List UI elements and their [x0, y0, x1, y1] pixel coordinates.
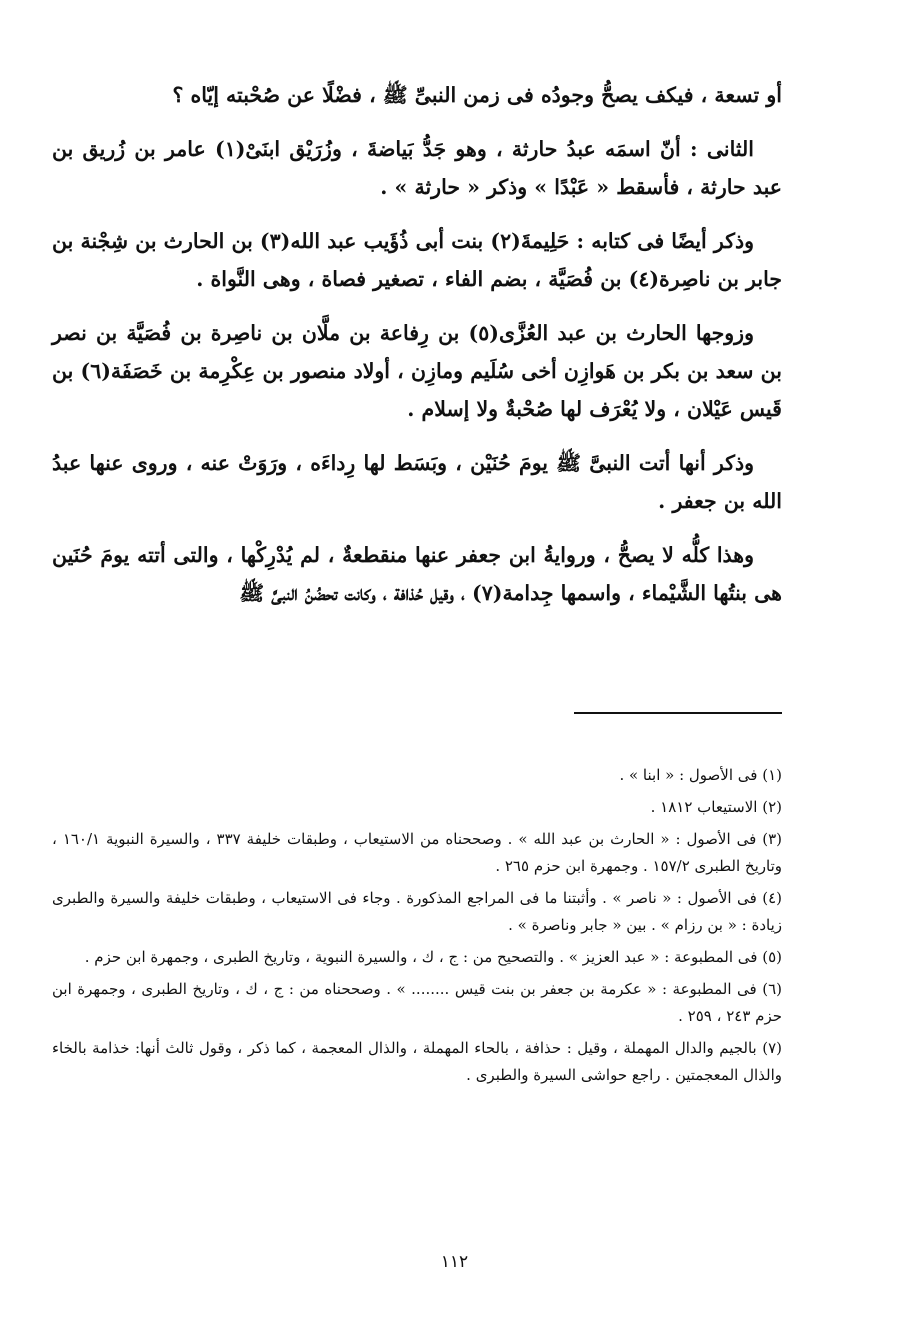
- footnotes: [52, 762, 782, 1094]
- paragraph-4: وزوجها الحارث بن عبد العُزَّى(٥) بن رِفاعة بن ملَّان بن ناصِرة بن فُصَيَّة بن نصر بن سعد بن بكر بن هَوازِن أخى سُلَيم ومازِن ، أولاد منصور بن عِكْرِمة بن خَصَفَة(٦) بن قَيس عَيْلان ، ولا يُعْرَف لها صُحْبةٌ ولا إسلام .: [52, 321, 782, 421]
- paragraph-6: وهذا كلُّه لا يصحُّ ، وروايةُ ابن جعفر عنها منقطعةٌ ، لم يُدْرِكْها ، والتى أتته يومَ حُنَين هى بنتُها الشَّيْماء ، واسمها جِدامة(٧) ، وقيل حُذافة ، وكانت تحضُنُ النبىَّ ﷺ: [52, 543, 782, 605]
- page-number: ١١٢: [440, 1252, 469, 1272]
- footnote-1: (١) فى الأصول : « ابنا » .: [619, 766, 782, 784]
- footnote-4: (٤) فى الأصول : « ناصر » . وأثبتنا ما فى المراجع المذكورة . وجاء فى الاستيعاب ، وطبقات خليفة والسيرة والطبرى زيادة : « بن رزام » . بين « جابر وناصرة » .: [52, 889, 782, 934]
- main-text: [52, 76, 782, 628]
- footnote-5: (٥) فى المطبوعة : « عبد العزيز » . والتصحيح من : ج ، ك ، والسيرة النبوية ، وتاريخ الطبرى ، وجمهرة ابن حزم .: [84, 948, 782, 966]
- footnote-3: (٣) فى الأصول : « الحارث بن عبد الله » . وصححناه من الاستيعاب ، وطبقات خليفة ٣٣٧ ، والسيرة النبوية ١٦٠/١ ، وتاريخ الطبرى ١٥٧/٢ . وجمهرة ابن حزم ٢٦٥ .: [52, 830, 782, 875]
- footnote-2: (٢) الاستيعاب ١٨١٢ .: [650, 798, 782, 816]
- footnote-7: (٧) بالجيم والدال المهملة ، وقيل : حذافة ، بالحاء المهملة ، والذال المعجمة ، كما ذكر ، وقول ثالث أنها: خذامة بالخاء والذال المعجمتين . راجع حواشى السيرة والطبرى .: [52, 1039, 782, 1084]
- paragraph-1: أو تسعة ، فيكف يصحُّ وجودُه فى زمن النبىِّ ﷺ ، فضْلًا عن صُحْبته إيّاه ؟: [172, 83, 782, 107]
- footnote-separator: [574, 712, 782, 714]
- footnote-6: (٦) فى المطبوعة : « عكرمة بن جعفر بن بنت قيس ........ » . وصححناه من : ج ، ك ، وتاريخ الطبرى ، وجمهرة ابن حزم ٢٤٣ ، ٢٥٩ .: [52, 980, 782, 1025]
- paragraph-2: الثانى : أنّ اسمَه عبدُ حارثة ، وهو جَدُّ بَياضةَ ، وزُرَيْق ابنَىْ(١) عامر بن زُريق بن عبد حارثة ، فأسقط « عَبْدًا » وذكر « حارثة » .: [52, 137, 782, 199]
- paragraph-3: وذكر أيضًا فى كتابه : حَلِيمةَ(٢) بنت أبى ذُؤَيب عبد الله(٣) بن الحارث بن شِجْنة بن جابر بن ناصِرة(٤) بن فُصَيَّة ، بضم الفاء ، تصغير فصاة ، وهى النَّواة .: [52, 229, 782, 291]
- paragraph-5: وذكر أنها أتت النبىَّ ﷺ يومَ حُنَيْن ، وبَسَط لها رِداءَه ، ورَوَتْ عنه ، وروى عنها عبدُ الله بن جعفر .: [52, 451, 782, 513]
